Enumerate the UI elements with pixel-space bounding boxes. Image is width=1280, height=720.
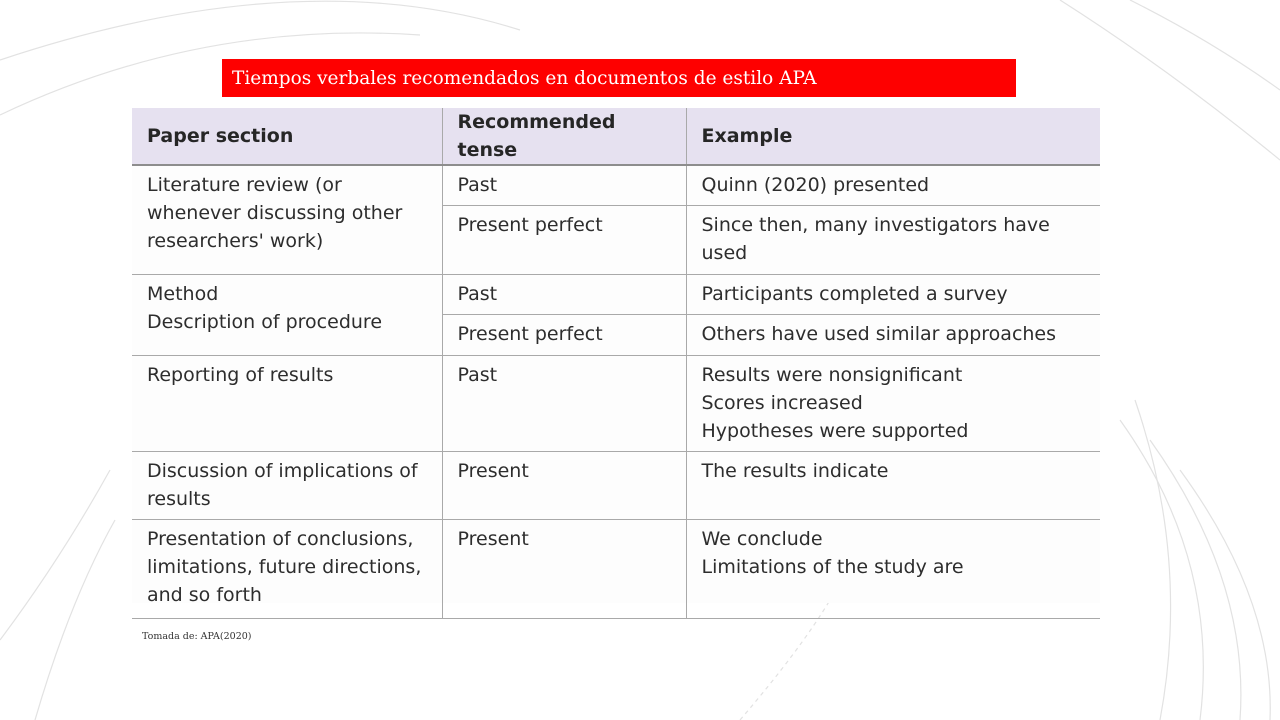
tense-cell: Past bbox=[442, 355, 686, 451]
tense-cell: Present bbox=[442, 451, 686, 519]
tense-cell: Present perfect bbox=[442, 205, 686, 274]
header-recommended-tense: Recommended tense bbox=[442, 108, 686, 165]
header-example: Example bbox=[686, 108, 1100, 165]
table-row bbox=[132, 165, 1100, 205]
tense-cell: Present bbox=[442, 519, 686, 618]
source-note: Tomada de: APA(2020) bbox=[142, 631, 252, 642]
section-cell: Discussion of implications of results bbox=[132, 451, 442, 519]
example-cell: Since then, many investigators have used bbox=[686, 205, 1100, 274]
example-cell: Participants completed a survey bbox=[686, 274, 1100, 314]
table-row bbox=[132, 274, 1100, 314]
tense-cell: Present perfect bbox=[442, 314, 686, 355]
table-row bbox=[132, 355, 1100, 451]
table-row bbox=[132, 519, 1100, 618]
example-cell: The results indicate bbox=[686, 451, 1100, 519]
header-row bbox=[132, 108, 1100, 165]
table-row bbox=[132, 451, 1100, 519]
tense-cell: Past bbox=[442, 274, 686, 314]
section-cell: Method Description of procedure bbox=[132, 274, 442, 355]
example-cell: Others have used similar approaches bbox=[686, 314, 1100, 355]
example-cell: Results were nonsignificant Scores increased Hypotheses were supported bbox=[686, 355, 1100, 451]
header-paper-section: Paper section bbox=[132, 108, 442, 165]
tense-cell: Past bbox=[442, 165, 686, 205]
example-cell: Quinn (2020) presented bbox=[686, 165, 1100, 205]
section-cell: Reporting of results bbox=[132, 355, 442, 451]
section-cell: Presentation of conclusions, limitations, future directions, and so forth bbox=[132, 519, 442, 618]
apa-tense-table bbox=[132, 108, 1100, 606]
tense-table bbox=[132, 108, 1100, 619]
example-cell: We conclude Limitations of the study are bbox=[686, 519, 1100, 618]
slide-title: Tiempos verbales recomendados en documentos de estilo APA bbox=[222, 59, 1016, 97]
section-cell: Literature review (or whenever discussing other researchers' work) bbox=[132, 165, 442, 274]
